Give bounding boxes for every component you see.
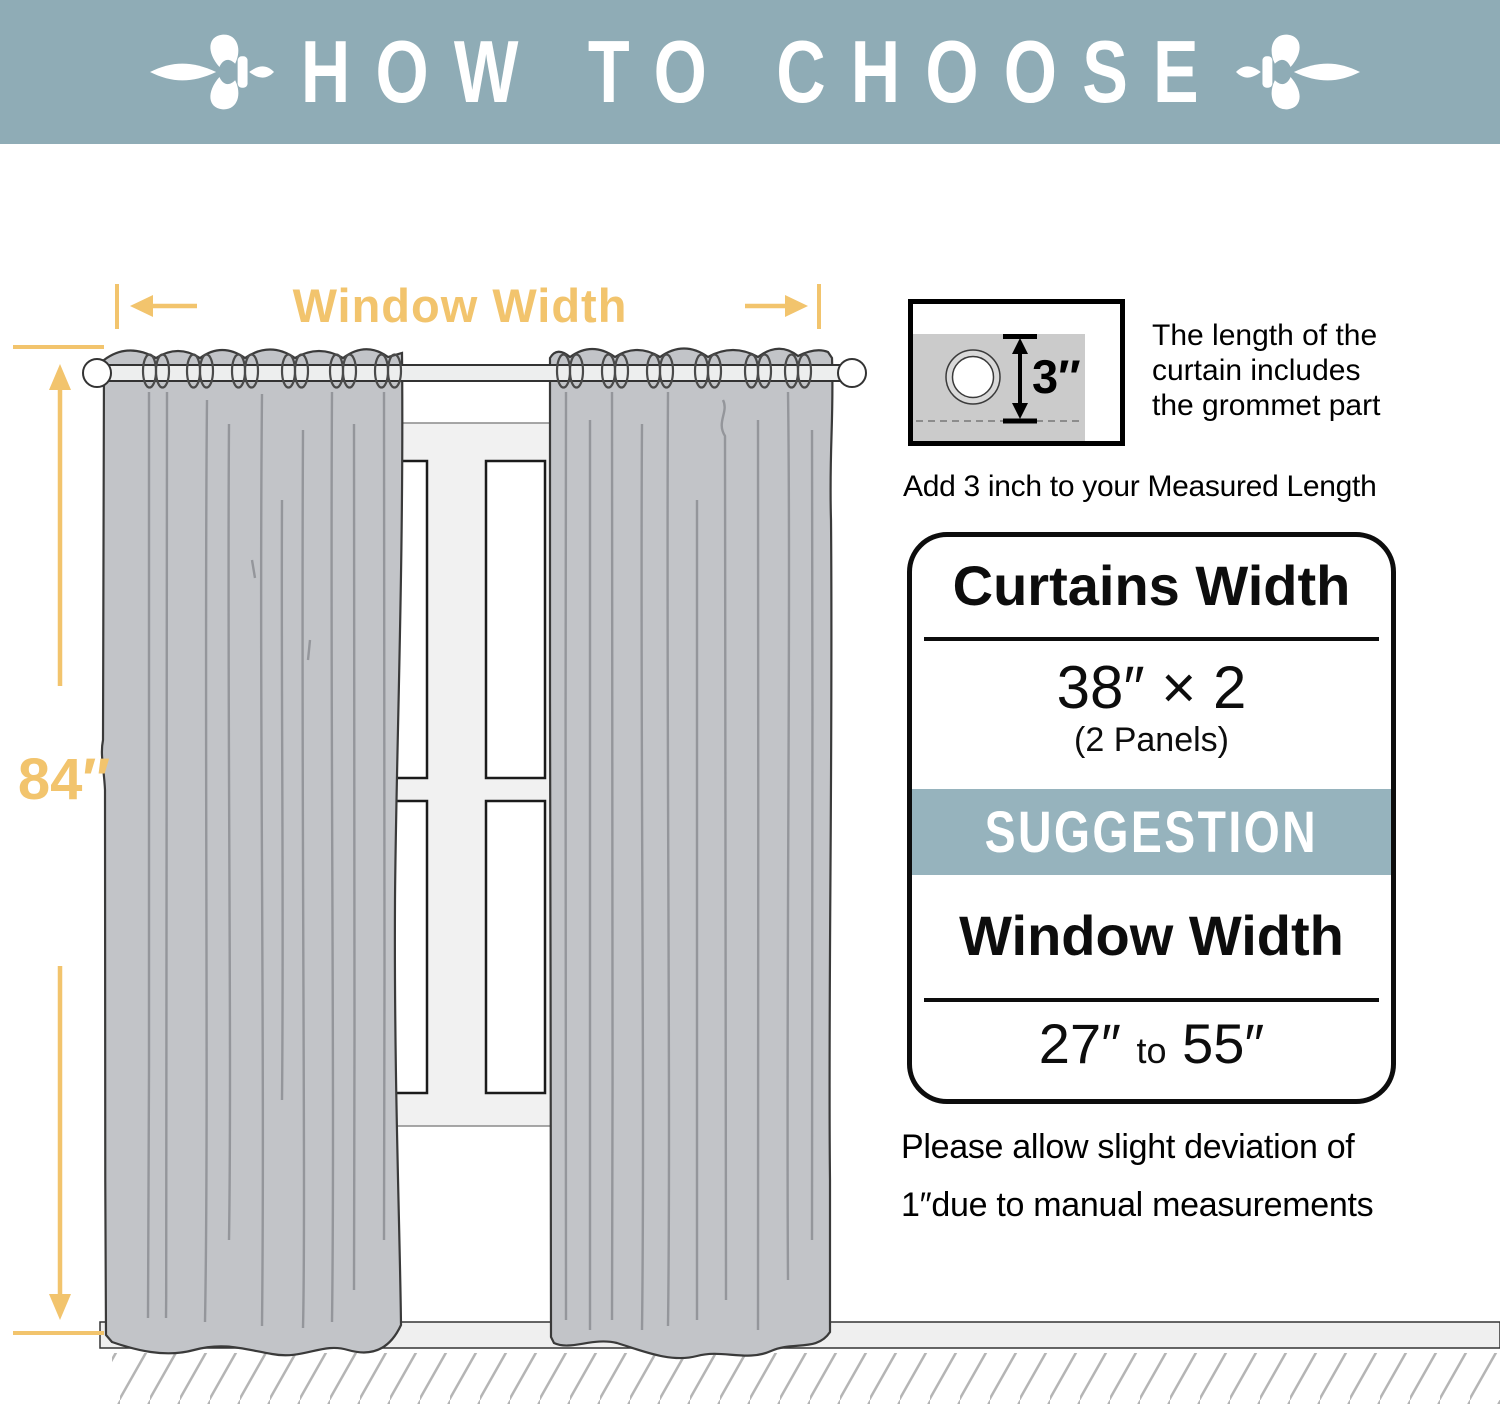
grommet-diagram — [913, 304, 1120, 441]
window-width-range — [912, 1011, 1391, 1076]
curtain-panel-left — [102, 349, 402, 1355]
grommet-caption-line: curtain includes — [1152, 354, 1361, 387]
window-width-to: 55″ — [1182, 1012, 1265, 1075]
curtains-width-value: 38″ × 2 — [1056, 654, 1247, 721]
grommet-detail-box — [908, 299, 1125, 446]
add-length-note: Add 3 inch to your Measured Length — [903, 470, 1377, 503]
curtain-length-measure — [13, 347, 104, 1333]
deviation-disclaimer — [901, 1118, 1373, 1234]
window-width-from: 27″ — [1038, 1012, 1121, 1075]
window-width-conj: to — [1136, 1030, 1167, 1071]
grommet-caption — [1152, 318, 1380, 423]
curtains-width-title: Curtains Width — [952, 554, 1351, 617]
page-title: HOW TO CHOOSE — [301, 22, 1225, 122]
suggestion-band-label: SUGGESTION — [984, 799, 1319, 865]
window-width-title: Window Width — [959, 904, 1344, 967]
suggestion-band — [912, 789, 1391, 875]
rod-finial-right — [838, 359, 866, 387]
divider — [924, 637, 1379, 641]
size-suggestion-box — [907, 532, 1396, 1104]
curtain-length-label: 84″ — [17, 747, 111, 812]
rod-finial-left — [83, 359, 111, 387]
grommet-caption-line: the grommet part — [1152, 389, 1381, 422]
grommet-measure-label: 3″ — [1032, 350, 1081, 403]
panels-note: (2 Panels) — [1074, 721, 1229, 759]
curtain-panel-right — [550, 349, 833, 1359]
grommet-caption-line: The length of the — [1152, 319, 1378, 352]
divider — [924, 998, 1379, 1002]
window-width-label: Window Width — [292, 279, 628, 332]
disclaimer-line: Please allow slight deviation of — [901, 1128, 1355, 1166]
disclaimer-line: 1″due to manual measurements — [901, 1186, 1374, 1224]
floor-hatch — [112, 1353, 1500, 1404]
